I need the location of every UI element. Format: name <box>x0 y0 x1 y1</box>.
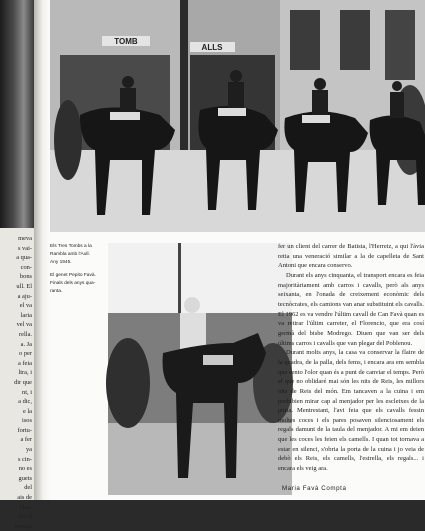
right-page <box>50 0 425 500</box>
left-page-line: ull. El <box>16 282 32 290</box>
left-page-line: ya <box>25 446 32 454</box>
article-paragraph: Durant els anys cinquanta, el transport encara es feia majoritàriament amb carros i cavalls, però als anys seixanta, en l'onada de creixement econòmic dels tecnòcrates, els camions van anar substituint els cavalls. El 1962 es va vendre l'últim cavall de Can Favà quan es va retirar l'últim carreter, el Florencio, que era cosí germà del bisbe Modrego. Diuen que van ser dels últims carros i cavalls que van plegar del Poblenou. <box>278 271 424 347</box>
left-page-line: ais de <box>17 494 32 502</box>
left-page-line: a aju- <box>17 292 32 300</box>
caption-top-photo <box>50 243 100 267</box>
left-page-line: laria <box>20 311 32 319</box>
left-page-line: con- <box>20 263 32 271</box>
left-page-line: a. Ja <box>20 340 32 348</box>
left-page-line: el va <box>19 302 32 310</box>
shop-sign-left: TOMB <box>114 37 138 46</box>
caption-line: Finals dels anys qua- <box>50 281 96 286</box>
caption-line: ranta. <box>50 289 63 294</box>
left-page-line: meva <box>18 235 32 242</box>
left-page-line: clau. <box>19 503 32 511</box>
top-photo-image <box>50 0 425 232</box>
left-page-line: del <box>24 484 32 492</box>
caption-line: Any 1945. <box>50 260 72 265</box>
left-page-line: guets <box>18 474 32 482</box>
left-page-line: a feia <box>17 359 32 367</box>
photo-captions <box>50 243 100 301</box>
article-text <box>278 242 424 474</box>
left-page-line: fortu- <box>17 426 32 434</box>
shop-sign-right: ALLS <box>201 43 223 52</box>
left-page-line: ltra, i <box>18 369 32 377</box>
left-page-line: s vai- <box>17 244 32 252</box>
left-page-line: rella. <box>19 330 32 338</box>
left-page-line: a dic, <box>18 398 32 406</box>
author-signature: Maria Favà Compta <box>282 485 347 492</box>
left-page-line: bons <box>19 273 32 281</box>
caption-line: Els Tres Tombs a la <box>50 244 92 249</box>
left-page-photo <box>0 0 34 228</box>
left-page-line: vel va <box>16 321 32 329</box>
left-page-line: ria el <box>19 513 32 521</box>
left-page-line: a qua- <box>16 254 32 262</box>
bottom-photo-image <box>108 243 292 495</box>
left-page-line: dir que <box>14 378 32 386</box>
article-paragraph: Durant molts anys, la casa va conservar la flaire de la quadra, de la palla, dels fems, i encara ara em sembla que sento l'olor quan és a punt de canviar el temps. Però el que no oblidaré mai són les nits de Reis, les millors nits de Reis del món. Em tancaven a la cuina i em prohibien mirar cap al menjador per les escletxes de la porta. Mentrestant, l'avi feia que els cavalls fessin moltes coces i els pares posaven silenciosament els regals damunt de la taula del menjador. A mi em deien que les coces les feien els camells. I quan tot tornava a estar en silenci, s'obria la porta de la cuina i jo veia de debò els Reis, els camells, l'estrella, els regals... i encara els veig ara. <box>278 349 424 473</box>
left-page-line: o per <box>19 350 32 358</box>
left-page-line: e la <box>22 407 32 415</box>
left-page-line: nt, i <box>22 388 32 396</box>
caption-line: Rambla amb l'Aull. <box>50 252 90 257</box>
book-gutter <box>34 0 50 500</box>
left-page-text <box>0 234 34 531</box>
bottom-photo-rider <box>108 243 292 495</box>
article-paragraph: fer un client del carrer de Batista, l'Herreiz, a qui l'àvia retia una veneració similar a la de capelleta de Sant Antoni que encara conservo. <box>278 243 424 270</box>
left-page-line: isos <box>22 417 32 425</box>
left-page-line: no es <box>18 465 32 473</box>
left-page <box>0 0 34 530</box>
left-page-line: a fer <box>20 436 32 444</box>
caption-bottom-photo <box>50 272 100 296</box>
top-photo-tres-tombs <box>50 0 425 232</box>
left-page-line: remeja <box>14 522 32 530</box>
caption-line: El genet Pepito Favà. <box>50 273 96 278</box>
left-page-line: s cin- <box>17 455 32 463</box>
